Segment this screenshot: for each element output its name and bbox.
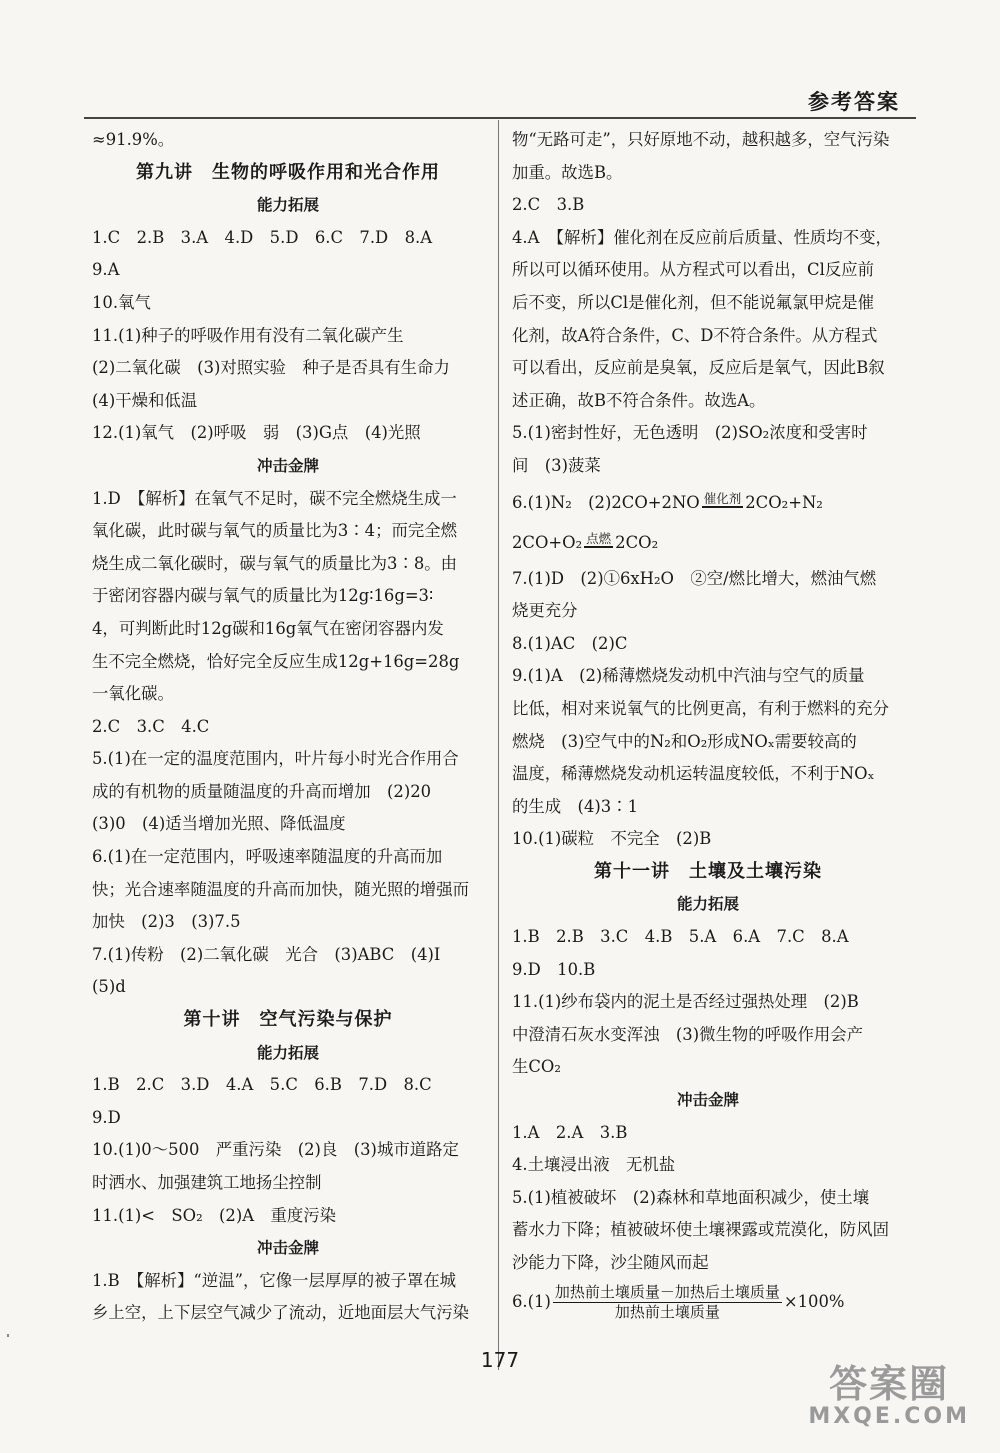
right-column [512, 124, 904, 1324]
equation-right: 2CO₂+N₂ [745, 492, 823, 512]
reaction-arrow [702, 492, 744, 514]
answer-line: 生不完全燃烧，恰好完全反应生成12g+16g=28g [92, 651, 460, 671]
answer-line: 加快 (2)3 (3)7.5 [92, 912, 241, 932]
answer-line: 5.(1)植被破坏 (2)森林和草地面积减少，使土壤 [512, 1187, 870, 1207]
answer-line: 11.(1)纱布袋内的泥土是否经过强热处理 (2)B [512, 992, 859, 1012]
equation-right: 2CO₂ [615, 532, 659, 552]
answer-line: 6.(1)在一定范围内，呼吸速率随温度的升高而加 [92, 847, 443, 867]
answer-line: 10.(1)碳粒 不完全 (2)B [512, 829, 712, 849]
answer-line: 1.B 2.B 3.C 4.B 5.A 6.A 7.C 8.A [512, 927, 849, 947]
answer-line: 9.A [92, 260, 120, 280]
page-number: 177 [480, 1348, 520, 1372]
answer-line: 4.A 【解析】催化剂在反应前后质量、性质均不变， [512, 227, 892, 247]
answer-line: (4)干燥和低温 [92, 390, 198, 410]
answer-line: ≈91.9%。 [92, 130, 175, 149]
watermark-url: MXQE.COM [808, 1404, 970, 1429]
section-heading: 第九讲 生物的呼吸作用和光合作用 [136, 161, 440, 183]
answer-line: 快；光合速率随温度的升高而加快，随光照的增强而 [92, 879, 469, 899]
reaction-condition: 催化剂 [703, 491, 742, 507]
watermark-text: 答案圈 [829, 1362, 950, 1406]
answer-line: 1.A 2.A 3.B [512, 1122, 628, 1142]
formula-suffix: ×100% [783, 1291, 845, 1311]
answer-line: (2)二氧化碳 (3)对照实验 种子是否具有生命力 [92, 358, 450, 378]
fraction [553, 1283, 782, 1322]
answer-line: 烧生成二氧化碳时，碳与氧气的质量比为3∶8。由 [92, 553, 458, 573]
fraction-numerator: 加热前土壤质量－加热后土壤质量 [554, 1282, 780, 1301]
section-heading: 第十一讲 土壤及土壤污染 [594, 860, 822, 882]
answer-line: 间 (3)菠菜 [512, 455, 601, 475]
answer-line: 沙能力下降，沙尘随风而起 [512, 1253, 709, 1272]
answer-line: 9.D [92, 1107, 121, 1127]
subsection-heading: 能力拓展 [676, 895, 739, 914]
answer-line: 时洒水、加强建筑工地扬尘控制 [92, 1173, 322, 1192]
answer-line: 4.土壤浸出液 无机盐 [512, 1155, 676, 1175]
answer-line: 1.C 2.B 3.A 4.D 5.D 6.C 7.D 8.A [92, 227, 433, 247]
answer-line: 一氧化碳。 [92, 684, 174, 704]
subsection-heading: 冲击金牌 [256, 456, 319, 475]
reaction-arrow [584, 532, 613, 554]
header-rule [84, 117, 916, 119]
equation-line [512, 483, 904, 523]
answer-line: 生CO₂ [512, 1057, 561, 1077]
answer-line: 2.C 3.B [512, 195, 585, 215]
answer-line: 物“无路可走”，只好原地不动，越积越多，空气污染 [512, 130, 890, 149]
answer-line: 比低，相对来说氧气的比例更高，有利于燃料的充分 [512, 698, 889, 718]
answer-line: 温度，稀薄燃烧发动机运转温度较低，不利于NOₓ [512, 764, 875, 784]
header-title: 参考答案 [808, 90, 900, 114]
answer-line: 后不变，所以Cl是催化剂，但不能说氟氯甲烷是催 [512, 292, 874, 312]
subsection-heading: 能力拓展 [256, 1043, 319, 1062]
answer-line: 中澄清石灰水变浑浊 (3)微生物的呼吸作用会产 [512, 1024, 864, 1044]
answer-line: 8.(1)AC (2)C [512, 633, 628, 653]
answer-line: 9.(1)A (2)稀薄燃烧发动机中汽油与空气的质量 [512, 666, 865, 686]
answer-line: 12.(1)氧气 (2)呼吸 弱 (3)G点 (4)光照 [92, 423, 421, 443]
formula-prefix: 6.(1) [512, 1291, 551, 1311]
answer-line: 加重。故选B。 [512, 162, 623, 182]
answer-line: 11.(1)< SO₂ (2)A 重度污染 [92, 1205, 337, 1225]
answer-line: 5.(1)在一定的温度范围内，叶片每小时光合作用合 [92, 749, 459, 769]
answer-line: 成的有机物的质量随温度的升高而增加 (2)20 [92, 781, 432, 801]
reaction-condition: 点燃 [586, 531, 612, 547]
answer-line: 10.氧气 [92, 292, 151, 312]
answer-line: 化剂，故A符合条件，C、D不符合条件。从方程式 [512, 325, 878, 345]
answer-line: (5)d [92, 977, 126, 997]
answer-line: (3)0 (4)适当增加光照、降低温度 [92, 814, 346, 834]
answer-line: 于密闭容器内碳与氧气的质量比为12g∶16g=3∶ [92, 586, 434, 606]
answer-line: 乡上空，上下层空气减少了流动，近地面层大气污染 [92, 1303, 469, 1323]
equation-left: 6.(1)N₂ (2)2CO+2NO [512, 492, 700, 512]
equation-line [512, 523, 904, 563]
left-column [92, 124, 484, 1330]
subsection-heading: 冲击金牌 [676, 1091, 739, 1110]
answer-line: 蓄水力下降；植被破坏使土壤裸露或荒漠化，防风固 [512, 1220, 889, 1240]
answer-line: 7.(1)D (2)①6xH₂O ②空/燃比增大，燃油气燃 [512, 568, 877, 588]
answer-line: 所以可以循环使用。从方程式可以看出，Cl反应前 [512, 260, 874, 280]
section-heading: 第十讲 空气污染与保护 [183, 1009, 393, 1031]
answer-line: 9.D 10.B [512, 959, 596, 979]
answer-line: 11.(1)种子的呼吸作用有没有二氧化碳产生 [92, 325, 404, 345]
column-divider [498, 120, 499, 1370]
answer-line: 述正确，故B不符合条件。故选A。 [512, 390, 766, 410]
answer-line: 2.C 3.C 4.C [92, 716, 210, 736]
answer-line: 氧化碳，此时碳与氧气的质量比为3∶4；而完全燃 [92, 521, 458, 541]
watermark-logo [808, 1364, 970, 1430]
subsection-heading: 冲击金牌 [256, 1239, 319, 1258]
answer-line: 1.B 【解析】“逆温”，它像一层厚厚的被子罩在城 [92, 1270, 457, 1290]
answer-line: 4，可判断此时12g碳和16g氧气在密闭容器内发 [92, 618, 444, 638]
subsection-heading: 能力拓展 [256, 196, 319, 215]
answer-line: 燃烧 (3)空气中的N₂和O₂形成NOₓ需要较高的 [512, 731, 857, 751]
answer-line: 1.B 2.C 3.D 4.A 5.C 6.B 7.D 8.C [92, 1075, 432, 1095]
fraction-denominator: 加热前土壤质量 [614, 1302, 720, 1321]
equation-left: 2CO+O₂ [512, 532, 583, 552]
formula-line [512, 1280, 904, 1324]
answer-line: 1.D 【解析】在氧气不足时，碳不完全燃烧生成一 [92, 488, 457, 508]
answer-line: 10.(1)0～500 严重污染 (2)良 (3)城市道路定 [92, 1140, 459, 1160]
margin-mark [7, 1334, 9, 1337]
answer-line: 7.(1)传粉 (2)二氧化碳 光合 (3)ABC (4)Ⅰ [92, 944, 441, 964]
answer-line: 5.(1)密封性好，无色透明 (2)SO₂浓度和受害时 [512, 423, 868, 443]
answer-line: 烧更充分 [512, 601, 578, 621]
answer-line: 的生成 (4)3∶1 [512, 796, 639, 816]
answer-line: 可以看出，反应前是臭氧，反应后是氧气，因此B叙 [512, 358, 885, 378]
